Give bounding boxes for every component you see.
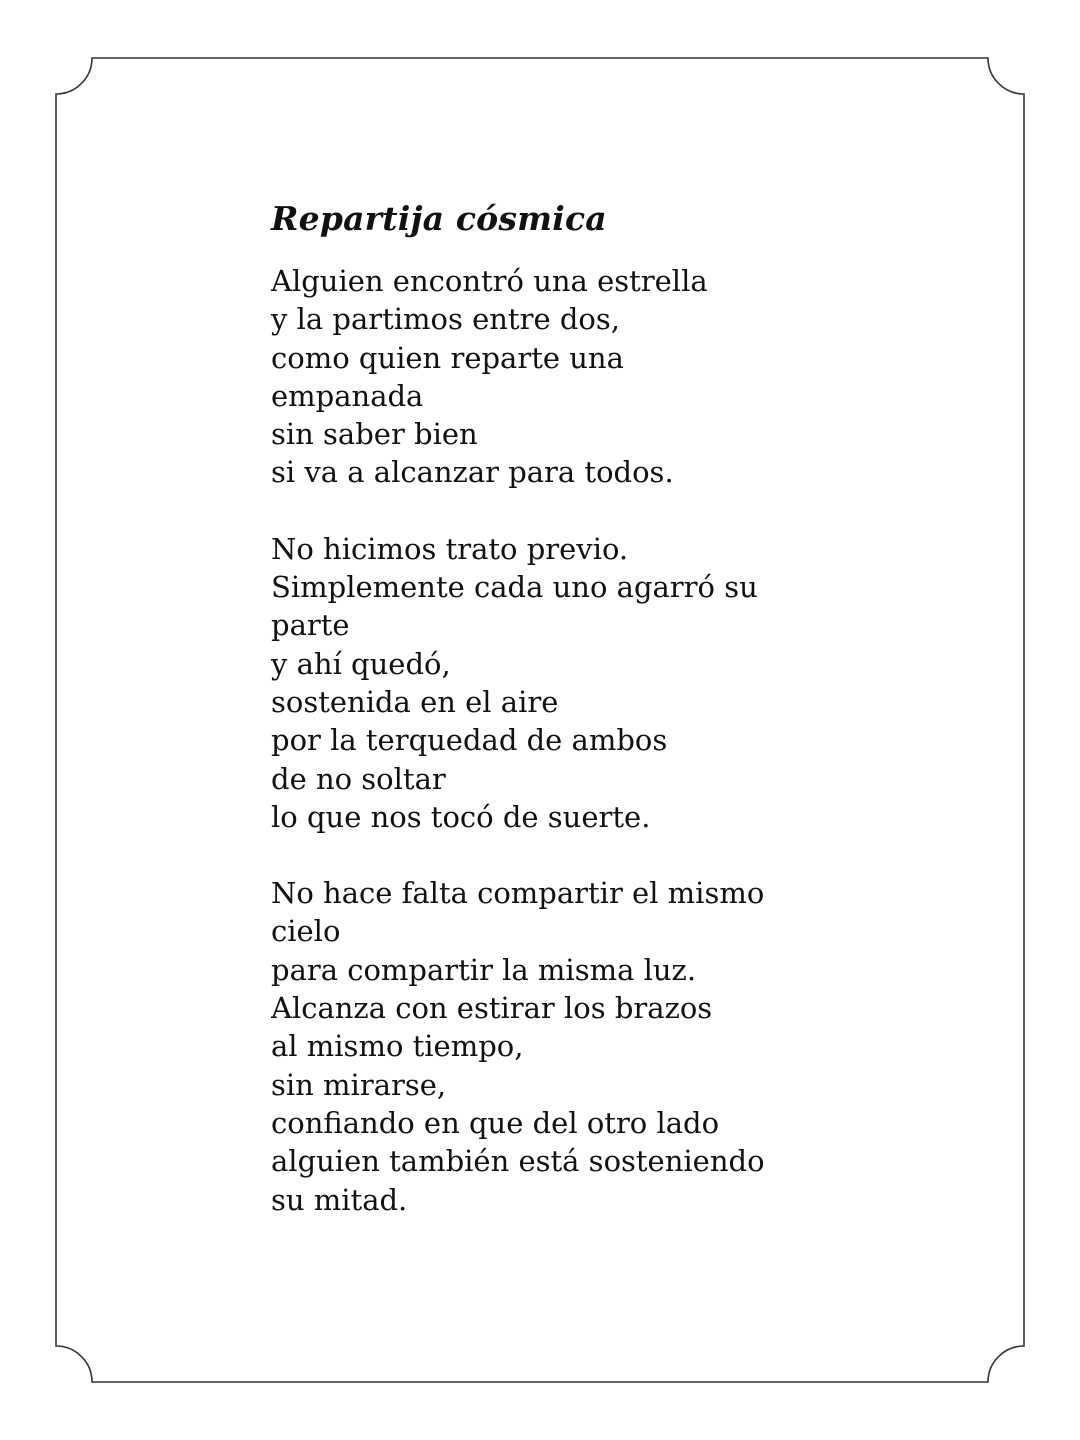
poem-line: empanada	[271, 378, 424, 413]
poem-line: parte	[271, 608, 350, 643]
poem-title: Repartija cósmica	[271, 199, 607, 238]
poem-line: al mismo tiempo,	[271, 1029, 524, 1064]
stanza-2	[271, 530, 911, 836]
stanza-3	[271, 874, 911, 1219]
poem-line: sin mirarse,	[271, 1067, 447, 1102]
poem-line: No hace falta compartir el mismo	[271, 876, 765, 911]
poem-line: para compartir la misma luz.	[271, 952, 697, 987]
poem-line: si va a alcanzar para todos.	[271, 455, 674, 490]
poem-line: alguien también está sosteniendo	[271, 1144, 765, 1179]
poem-line: No hicimos trato previo.	[271, 531, 629, 566]
poem-line: y la partimos entre dos,	[271, 302, 620, 337]
poem-line: confiando en que del otro lado	[271, 1105, 720, 1140]
poem-line: sostenida en el aire	[271, 684, 559, 719]
poem-line: sin saber bien	[271, 417, 478, 452]
poem-line: cielo	[271, 914, 341, 949]
poem	[271, 196, 911, 1257]
poem-line: y ahí quedó,	[271, 646, 451, 681]
poem-line: como quien reparte una	[271, 340, 624, 375]
poem-line: Alcanza con estirar los brazos	[271, 991, 713, 1026]
poem-line: Alguien encontró una estrella	[271, 264, 708, 298]
poem-line: de no soltar	[271, 761, 446, 796]
poem-line: por la terquedad de ambos	[271, 723, 668, 758]
poem-line: Simplemente cada uno agarró su	[271, 570, 758, 605]
poem-line: su mitad.	[271, 1182, 408, 1217]
poem-line: lo que nos tocó de suerte.	[271, 799, 651, 834]
stanza-1	[271, 262, 911, 492]
